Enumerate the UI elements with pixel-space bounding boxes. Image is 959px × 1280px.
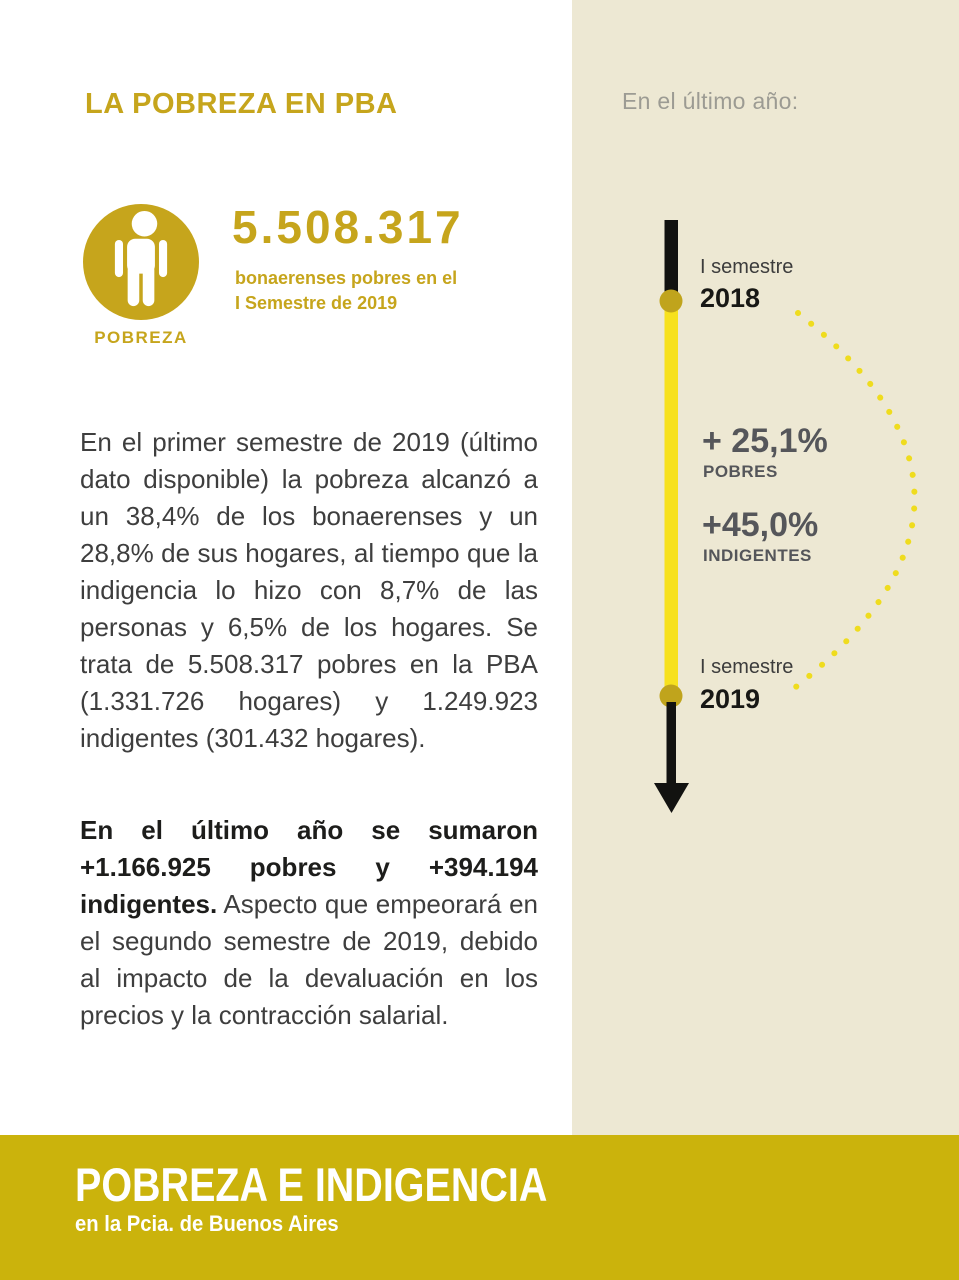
body-paragraph-1: En el primer semestre de 2019 (último dato disponible) la pobreza alcanzó a un 38,4% de los bonaerenses y un 28,8% de sus hogares, al tiempo que la indigencia lo hizo con 8,7% de las personas y 6,5% de los hogares. Se trata de 5.508.317 pobres en la PBA (1.331.726 hogares) y 1.249.923 indigentes (301.432 hogares). <box>80 427 538 753</box>
timeline-line <box>665 301 679 696</box>
stat-indigentes-label: INDIGENTES <box>703 546 812 565</box>
timeline-top-bar <box>665 220 679 298</box>
timeline-start-label: I semestre <box>700 256 794 278</box>
dotted-arc <box>792 313 915 690</box>
timeline-graphic <box>572 0 959 1135</box>
timeline-arrow-head <box>654 783 689 813</box>
stat-pobres-value: + 25,1% <box>702 422 828 460</box>
footer-subtitle: en la Pcia. de Buenos Aires <box>75 1211 339 1236</box>
panel-header: En el último año: <box>622 88 799 114</box>
poverty-person-icon <box>83 204 199 320</box>
poverty-caption-line2: I Semestre de 2019 <box>235 293 398 313</box>
body-paragraph-2 <box>80 812 538 1034</box>
poverty-icon-label: POBREZA <box>94 328 188 347</box>
body-paragraph-2-rest: Aspecto que empeorará en el segundo semestre de 2019, debido al impacto de la devaluación en los precios y la contracción salarial. <box>80 889 538 1030</box>
timeline-start-dot <box>660 290 683 313</box>
page-title: LA POBREZA EN PBA <box>85 88 398 120</box>
poverty-caption-line1: bonaerenses pobres en el <box>235 268 458 288</box>
poverty-icon-circle <box>83 204 199 320</box>
timeline-start-year: 2018 <box>700 283 761 313</box>
timeline-end-year: 2019 <box>700 684 761 714</box>
poverty-big-number: 5.508.317 <box>232 201 464 253</box>
timeline-arrow-shaft <box>667 702 677 786</box>
footer-banner <box>0 1135 959 1280</box>
stat-indigentes-value: +45,0% <box>702 506 819 544</box>
body-paragraph-2-bold: En el último año se sumaron +1.166.925 pobres y +394.194 indigentes. <box>80 815 538 919</box>
poverty-caption <box>235 266 457 316</box>
footer-title: POBREZA E INDIGENCIA <box>75 1158 548 1211</box>
timeline-end-label: I semestre <box>700 656 794 678</box>
right-panel <box>572 0 959 1135</box>
stat-pobres-label: POBRES <box>703 462 778 481</box>
